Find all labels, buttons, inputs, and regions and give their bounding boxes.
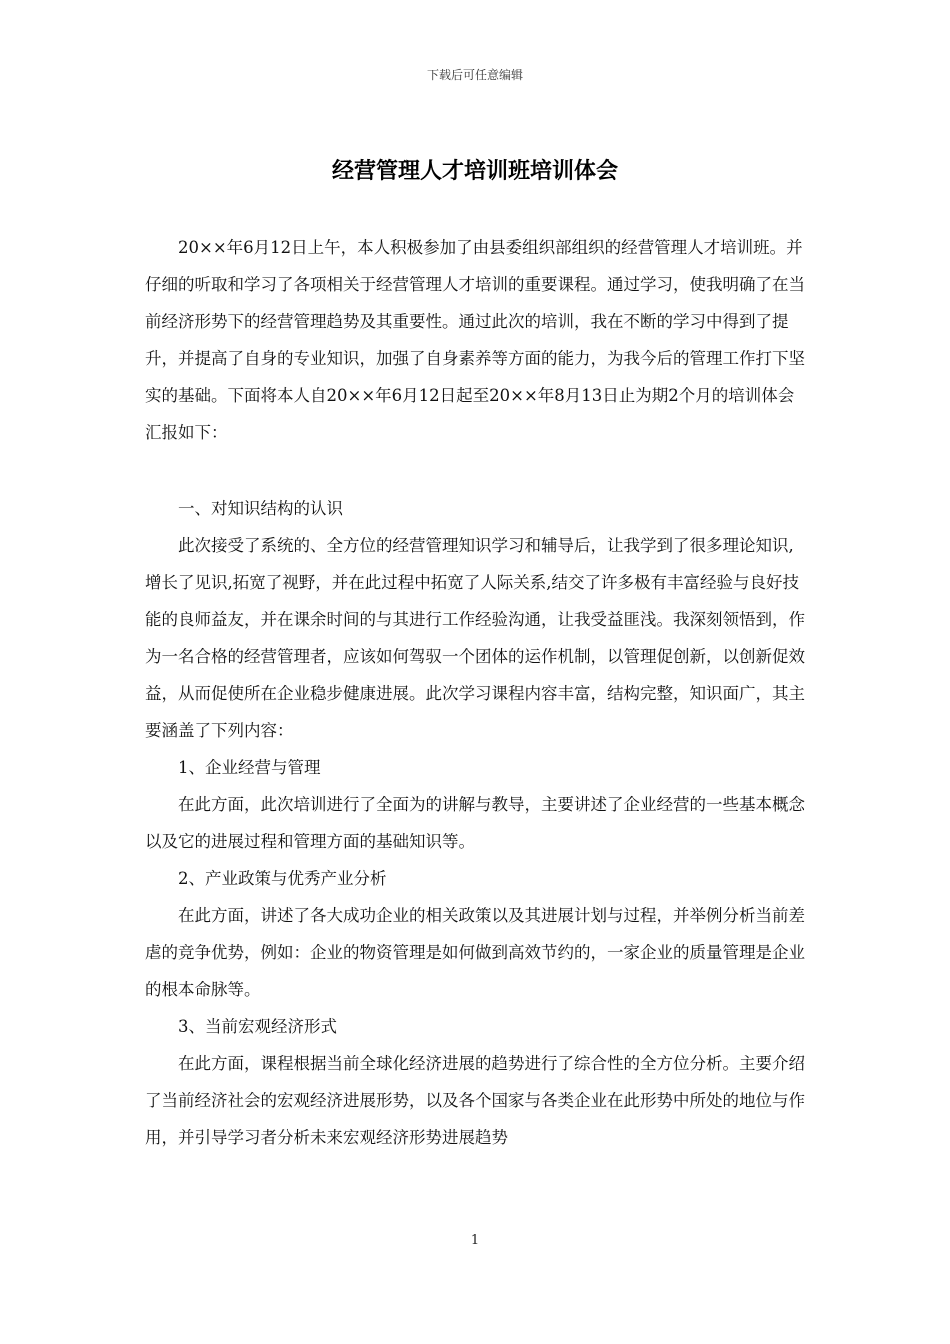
page-number: 1 xyxy=(470,1233,480,1248)
item-heading-macro-economy: 3、当前宏观经济形式 xyxy=(178,1017,337,1036)
item-heading-business-management: 1、企业经营与管理 xyxy=(178,758,321,777)
intro-section xyxy=(145,229,805,451)
item-paragraph-business-management: 在此方面，此次培训进行了全面为的讲解与教导，主要讲述了企业经营的一些基本概念以及它的进展过程和管理方面的基础知识等。 xyxy=(145,795,805,851)
main-section xyxy=(145,490,805,1156)
intro-paragraph: 20××年6月12日上午，本人积极参加了由县委组织部组织的经营管理人才培训班。并仔细的听取和学习了各项相关于经营管理人才培训的重要课程。通过学习，使我明确了在当前经济形势下的经营管理趋势及其重要性。通过此次的培训，我在不断的学习中得到了提升，并提高了自身的专业知识，加强了自身素养等方面的能力，为我今后的管理工作打下坚实的基础。下面将本人自20××年6月12日起至20××年8月13日止为期2个月的培训体会汇报如下： xyxy=(145,238,805,442)
item-heading-industry-policy: 2、产业政策与优秀产业分析 xyxy=(178,869,387,888)
section-heading-knowledge-structure: 一、对知识结构的认识 xyxy=(178,499,343,518)
section-paragraph-knowledge-structure: 此次接受了系统的、全方位的经营管理知识学习和辅导后，让我学到了很多理论知识,增长了见识,拓宽了视野，并在此过程中拓宽了人际关系,结交了许多极有丰富经验与良好技能的良师益友，并在课余时间的与其进行工作经验沟通，让我受益匪浅。我深刻领悟到，作为一名合格的经营管理者，应该如何驾驭一个团体的运作机制，以管理促创新，以创新促效益，从而促使所在企业稳步健康进展。此次学习课程内容丰富，结构完整，知识面广，其主要涵盖了下列内容： xyxy=(145,536,805,740)
item-paragraph-macro-economy: 在此方面，课程根据当前全球化经济进展的趋势进行了综合性的全方位分析。主要介绍了当前经济社会的宏观经济进展形势，以及各个国家与各类企业在此形势中所处的地位与作用，并引导学习者分析未来宏观经济形势进展趋势 xyxy=(145,1054,805,1147)
page-header: 下载后可任意编辑 xyxy=(426,68,523,82)
item-paragraph-industry-policy: 在此方面，讲述了各大成功企业的相关政策以及其进展计划与过程，并举例分析当前差虐的竞争优势，例如：企业的物资管理是如何做到高效节约的，一家企业的质量管理是企业的根本命脉等。 xyxy=(145,906,805,999)
document-title: 经营管理人才培训班培训体会 xyxy=(331,158,618,184)
